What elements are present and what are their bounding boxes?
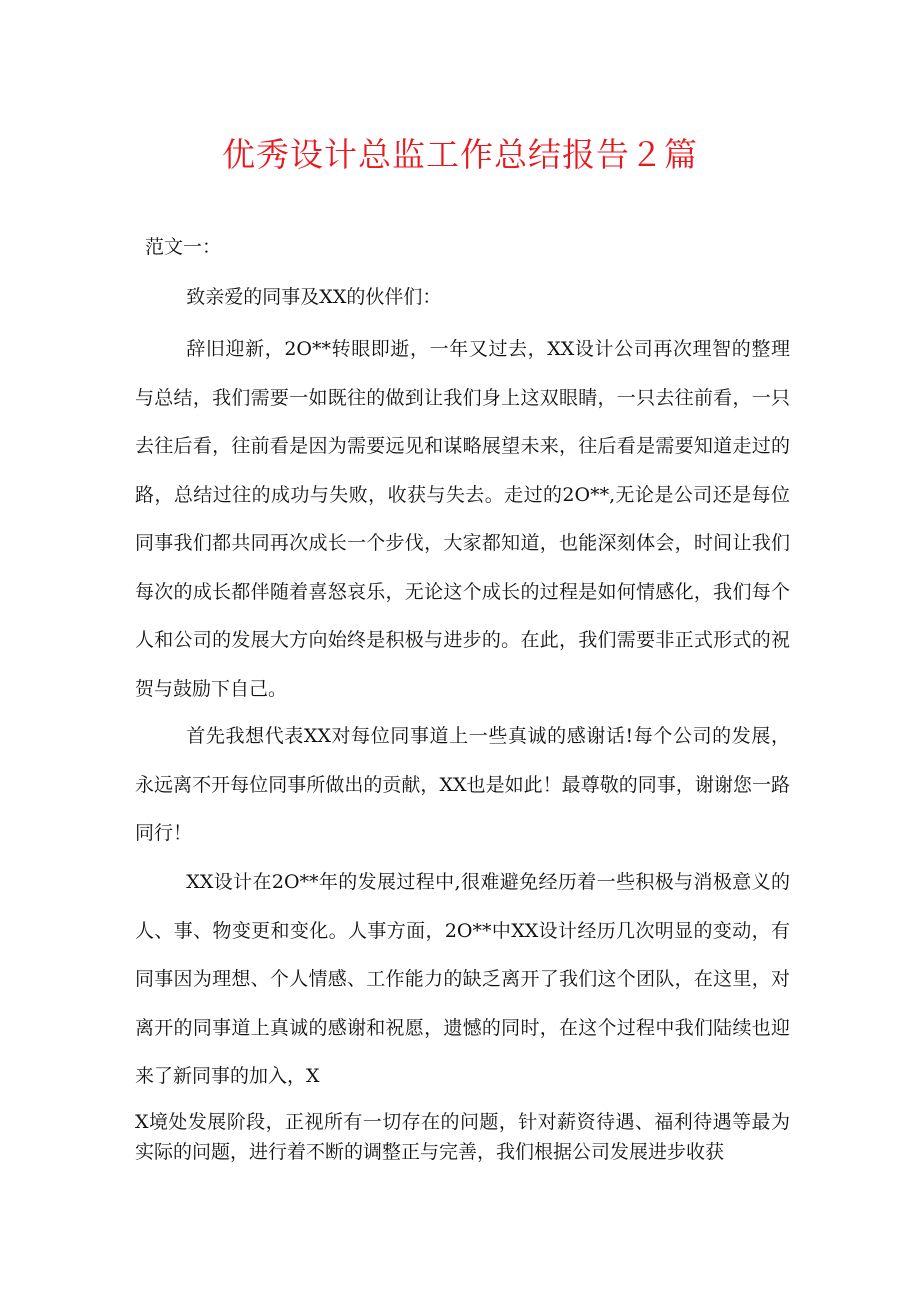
document-title: 优秀设计总监工作总结报告２篇 bbox=[222, 135, 698, 174]
body-paragraph-4: X境处发展阶段，正视所有一切存在的问题，针对薪资待遇、福利待遇等最为实际的问题，进行着不断的调整正与完善，我们根据公司发展进步收获 bbox=[135, 1111, 790, 1163]
body-paragraph-2: 首先我想代表XX对每位同事道上一些真诚的感谢话!每个公司的发展，永远离不开每位同事所做出的贡献，XX也是如此！最尊敬的同事，谢谢您一路同行！ bbox=[135, 725, 790, 844]
section-label: 范文一： bbox=[145, 236, 222, 258]
greeting-line: 致亲爱的同事及XX的伙伴们： bbox=[186, 286, 442, 308]
body-paragraph-1: 辞旧迎新，2O**转眼即逝，一年又过去，XX设计公司再次理智的整理与总结，我们需要一如既往的做到让我们身上这双眼睛，一只去往前看，一只去往后看，往前看是因为需要远见和谋略展望未来，往后看是需要知道走过的路，总结过往的成功与失败，收获与失去。走过的2O**,无论是公司还是每位同事我们都共同再次成长一个步伐，大家都知道，也能深刻体会，时间让我们每次的成长都伴随着喜怒哀乐，无论这个成长的过程是如何情感化，我们每个人和公司的发展大方向始终是积极与进步的。在此，我们需要非正式形式的祝贺与鼓励下自己。 bbox=[135, 338, 790, 700]
body-paragraph-3: XX设计在2O**年的发展过程中,很难避免经历着一些积极与消极意义的人、事、物变更和变化。人事方面，2O**中XX设计经历几次明显的变动，有同事因为理想、个人情感、工作能力的缺乏离开了我们这个团队，在这里，对离开的同事道上真诚的感谢和祝愿，遗憾的同时，在这个过程中我们陆续也迎来了新同事的加入，X bbox=[135, 871, 790, 1087]
